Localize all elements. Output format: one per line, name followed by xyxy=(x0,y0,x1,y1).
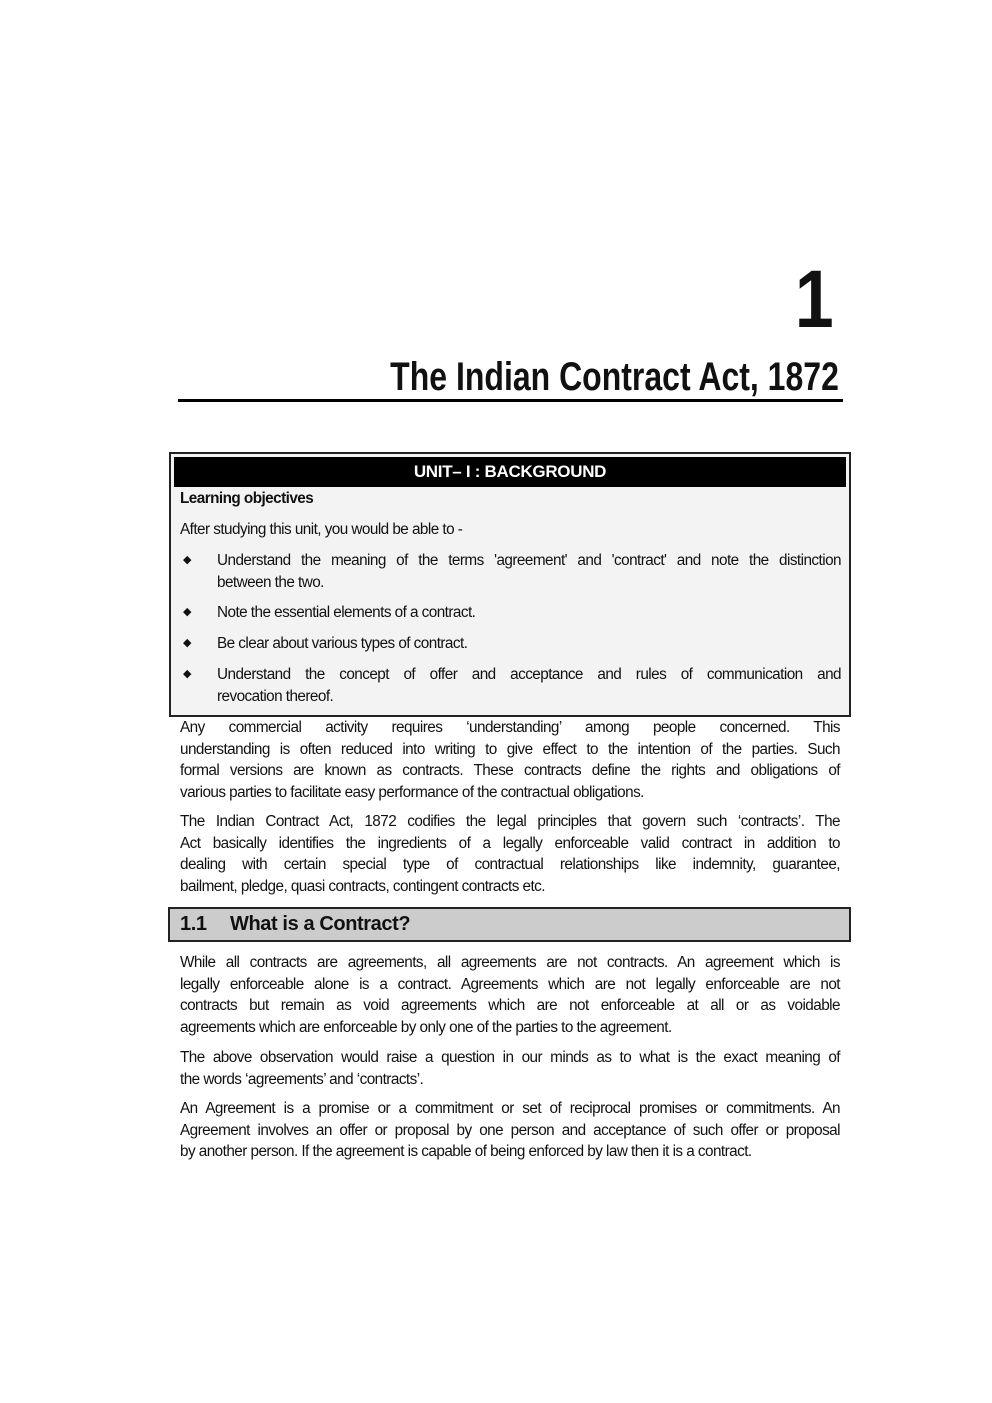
text-line: Understand the meaning of the terms 'agreement' and 'contract' and note the distinction xyxy=(217,552,841,569)
section-number: 1.1 xyxy=(180,913,207,935)
body-paragraph xyxy=(180,1047,840,1090)
learning-objectives-box xyxy=(169,452,851,717)
diamond-icon: ◆ xyxy=(183,554,191,566)
diamond-icon: ◆ xyxy=(183,668,191,680)
text-line: dealing with certain special type of contractual relationships like indemnity, guarantee, xyxy=(180,856,840,874)
unit-header: UNIT– I : BACKGROUND xyxy=(174,457,846,487)
text-line: bailment, pledge, quasi contracts, contingent contracts etc. xyxy=(180,878,545,896)
text-line: understanding is often reduced into writing to give effect to the intention of the parties. Such xyxy=(180,740,840,758)
text-line: Act basically identifies the ingredients of a legally enforceable valid contract in addition to xyxy=(180,834,840,852)
body-paragraph xyxy=(180,1098,840,1163)
objective-text xyxy=(217,664,841,707)
objective-text xyxy=(217,602,841,624)
section-title: What is a Contract? xyxy=(230,913,411,935)
text-line: legally enforceable alone is a contract. Agreements which are not legally enforceable are not xyxy=(180,975,840,993)
body-paragraph xyxy=(180,717,840,804)
diamond-icon: ◆ xyxy=(183,606,191,618)
text-line: An Agreement is a promise or a commitment or set of reciprocal promises or commitments. An xyxy=(180,1100,840,1117)
text-line: formal versions are known as contracts. These contracts define the rights and obligations of xyxy=(180,762,840,780)
text-line: Understand the concept of offer and acceptance and rules of communication and xyxy=(217,666,841,683)
text-line: The Indian Contract Act, 1872 codifies the legal principles that govern such ‘contracts’. The xyxy=(180,813,840,830)
objectives-intro: After studying this unit, you would be able to - xyxy=(180,521,463,538)
text-line: Be clear about various types of contract. xyxy=(217,635,468,652)
text-line: Agreement involves an offer or proposal by one person and acceptance of such offer or proposal xyxy=(180,1121,840,1139)
section-heading xyxy=(168,907,851,942)
objective-text xyxy=(217,633,841,655)
body-paragraph xyxy=(180,811,840,898)
text-line: While all contracts are agreements, all agreements are not contracts. An agreement which is xyxy=(180,954,840,971)
chapter-title: The Indian Contract Act, 1872 xyxy=(390,355,839,399)
text-line: between the two. xyxy=(217,573,324,591)
objective-text xyxy=(217,550,841,593)
chapter-number: 1 xyxy=(795,254,834,345)
text-line: agreements which are enforceable by only one of the parties to the agreement. xyxy=(180,1019,672,1037)
diamond-icon: ◆ xyxy=(183,637,191,649)
text-line: Any commercial activity requires ‘understanding’ among people concerned. This xyxy=(180,719,840,736)
text-line: by another person. If the agreement is capable of being enforced by law then it is a contract. xyxy=(180,1143,752,1161)
text-line: Note the essential elements of a contract. xyxy=(217,604,476,621)
title-rule xyxy=(178,399,843,402)
text-line: contracts but remain as void agreements which are not enforceable at all or as voidable xyxy=(180,997,840,1015)
text-line: The above observation would raise a question in our minds as to what is the exact meaning of xyxy=(180,1049,840,1066)
body-paragraph xyxy=(180,952,840,1039)
text-line: the words ‘agreements’ and ‘contracts’. xyxy=(180,1070,424,1088)
text-line: revocation thereof. xyxy=(217,687,334,705)
text-line: various parties to facilitate easy performance of the contractual obligations. xyxy=(180,784,644,802)
learning-objectives-heading: Learning objectives xyxy=(180,490,314,507)
